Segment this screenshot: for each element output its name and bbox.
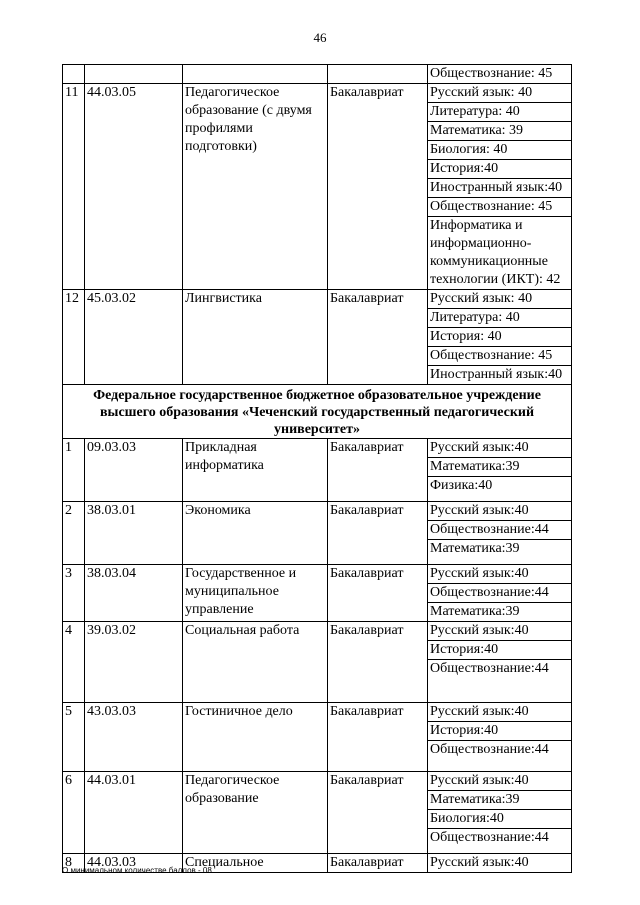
table-row — [63, 703, 572, 722]
subject-cell: Математика:39 — [428, 540, 572, 565]
subject-cell: История:40 — [428, 722, 572, 741]
program-code: 44.03.01 — [85, 772, 183, 854]
subject-cell: Информатика и информационно-коммуникационные технологии (ИКТ): 42 — [428, 217, 572, 290]
subject-cell: Русский язык:40 — [428, 439, 572, 458]
subject-cell: Русский язык:40 — [428, 772, 572, 791]
section-title: Федеральное государственное бюджетное образовательное учреждение высшего образования «Чеченский государственный педагогический университет» — [63, 385, 572, 439]
subject-cell: Биология:40 — [428, 810, 572, 829]
table-row — [63, 84, 572, 103]
row-number: 11 — [63, 84, 85, 290]
row-number: 3 — [63, 565, 85, 622]
subject-cell: Иностранный язык:40 — [428, 179, 572, 198]
subject-cell: История:40 — [428, 160, 572, 179]
section-row — [63, 385, 572, 439]
program-name: Педагогическое образование — [183, 772, 328, 854]
row-number: 12 — [63, 290, 85, 385]
table-row — [63, 622, 572, 641]
subject-cell: Русский язык: 40 — [428, 84, 572, 103]
program-name: Специальное — [183, 854, 328, 873]
subject-cell: Биология: 40 — [428, 141, 572, 160]
empty-cell — [63, 65, 85, 84]
row-number: 4 — [63, 622, 85, 703]
degree-level: Бакалавриат — [328, 84, 428, 290]
subject-cell: Русский язык:40 — [428, 565, 572, 584]
subject-cell: Обществознание:44 — [428, 660, 572, 703]
program-code: 38.03.04 — [85, 565, 183, 622]
program-name: Лингвистика — [183, 290, 328, 385]
subject-cell: Русский язык:40 — [428, 502, 572, 521]
program-code: 09.03.03 — [85, 439, 183, 502]
table-row — [63, 65, 572, 84]
empty-cell — [328, 65, 428, 84]
row-number: 6 — [63, 772, 85, 854]
table-row — [63, 439, 572, 458]
subject-cell: Литература: 40 — [428, 103, 572, 122]
subject-cell: История:40 — [428, 641, 572, 660]
subject-cell: Русский язык: 40 — [428, 290, 572, 309]
table-row — [63, 502, 572, 521]
program-code: 44.03.03 — [85, 854, 183, 873]
row-number: 1 — [63, 439, 85, 502]
degree-level: Бакалавриат — [328, 703, 428, 772]
program-code: 43.03.03 — [85, 703, 183, 772]
subject-cell: Литература: 40 — [428, 309, 572, 328]
program-name: Экономика — [183, 502, 328, 565]
subject-cell: Русский язык:40 — [428, 703, 572, 722]
subject-cell: Иностранный язык:40 — [428, 366, 572, 385]
table-row — [63, 565, 572, 584]
row-number: 5 — [63, 703, 85, 772]
program-name: Прикладная информатика — [183, 439, 328, 502]
degree-level: Бакалавриат — [328, 502, 428, 565]
subject-cell: История: 40 — [428, 328, 572, 347]
page-number: 46 — [313, 30, 327, 45]
subject-cell: Математика: 39 — [428, 122, 572, 141]
subject-cell: Обществознание:44 — [428, 741, 572, 772]
table-row — [63, 290, 572, 309]
subject-cell: Обществознание:44 — [428, 521, 572, 540]
subject-cell: Физика:40 — [428, 477, 572, 502]
degree-level: Бакалавриат — [328, 622, 428, 703]
degree-level: Бакалавриат — [328, 854, 428, 873]
degree-level: Бакалавриат — [328, 290, 428, 385]
subject-cell: Русский язык:40 — [428, 622, 572, 641]
program-code: 45.03.02 — [85, 290, 183, 385]
program-code: 44.03.05 — [85, 84, 183, 290]
empty-cell — [183, 65, 328, 84]
subject-cell: Математика:39 — [428, 791, 572, 810]
subject-cell: Обществознание: 45 — [428, 65, 572, 84]
empty-cell — [85, 65, 183, 84]
degree-level: Бакалавриат — [328, 439, 428, 502]
footer-note: О минимальном количестве баллов - 08 — [62, 866, 212, 875]
row-number: 2 — [63, 502, 85, 565]
program-name: Государственное и муниципальное управление — [183, 565, 328, 622]
subject-cell: Математика:39 — [428, 458, 572, 477]
degree-level: Бакалавриат — [328, 565, 428, 622]
subject-cell: Русский язык:40 — [428, 854, 572, 873]
degree-level: Бакалавриат — [328, 772, 428, 854]
program-code: 39.03.02 — [85, 622, 183, 703]
program-name: Гостиничное дело — [183, 703, 328, 772]
subject-cell: Обществознание: 45 — [428, 347, 572, 366]
table-row — [63, 772, 572, 791]
program-name: Педагогическое образование (с двумя профилями подготовки) — [183, 84, 328, 290]
subject-cell: Обществознание: 45 — [428, 198, 572, 217]
subject-cell: Обществознание:44 — [428, 584, 572, 603]
program-name: Социальная работа — [183, 622, 328, 703]
admission-table — [62, 64, 572, 873]
program-code: 38.03.01 — [85, 502, 183, 565]
subject-cell: Математика:39 — [428, 603, 572, 622]
subject-cell: Обществознание:44 — [428, 829, 572, 854]
row-number: 8 — [63, 854, 85, 873]
